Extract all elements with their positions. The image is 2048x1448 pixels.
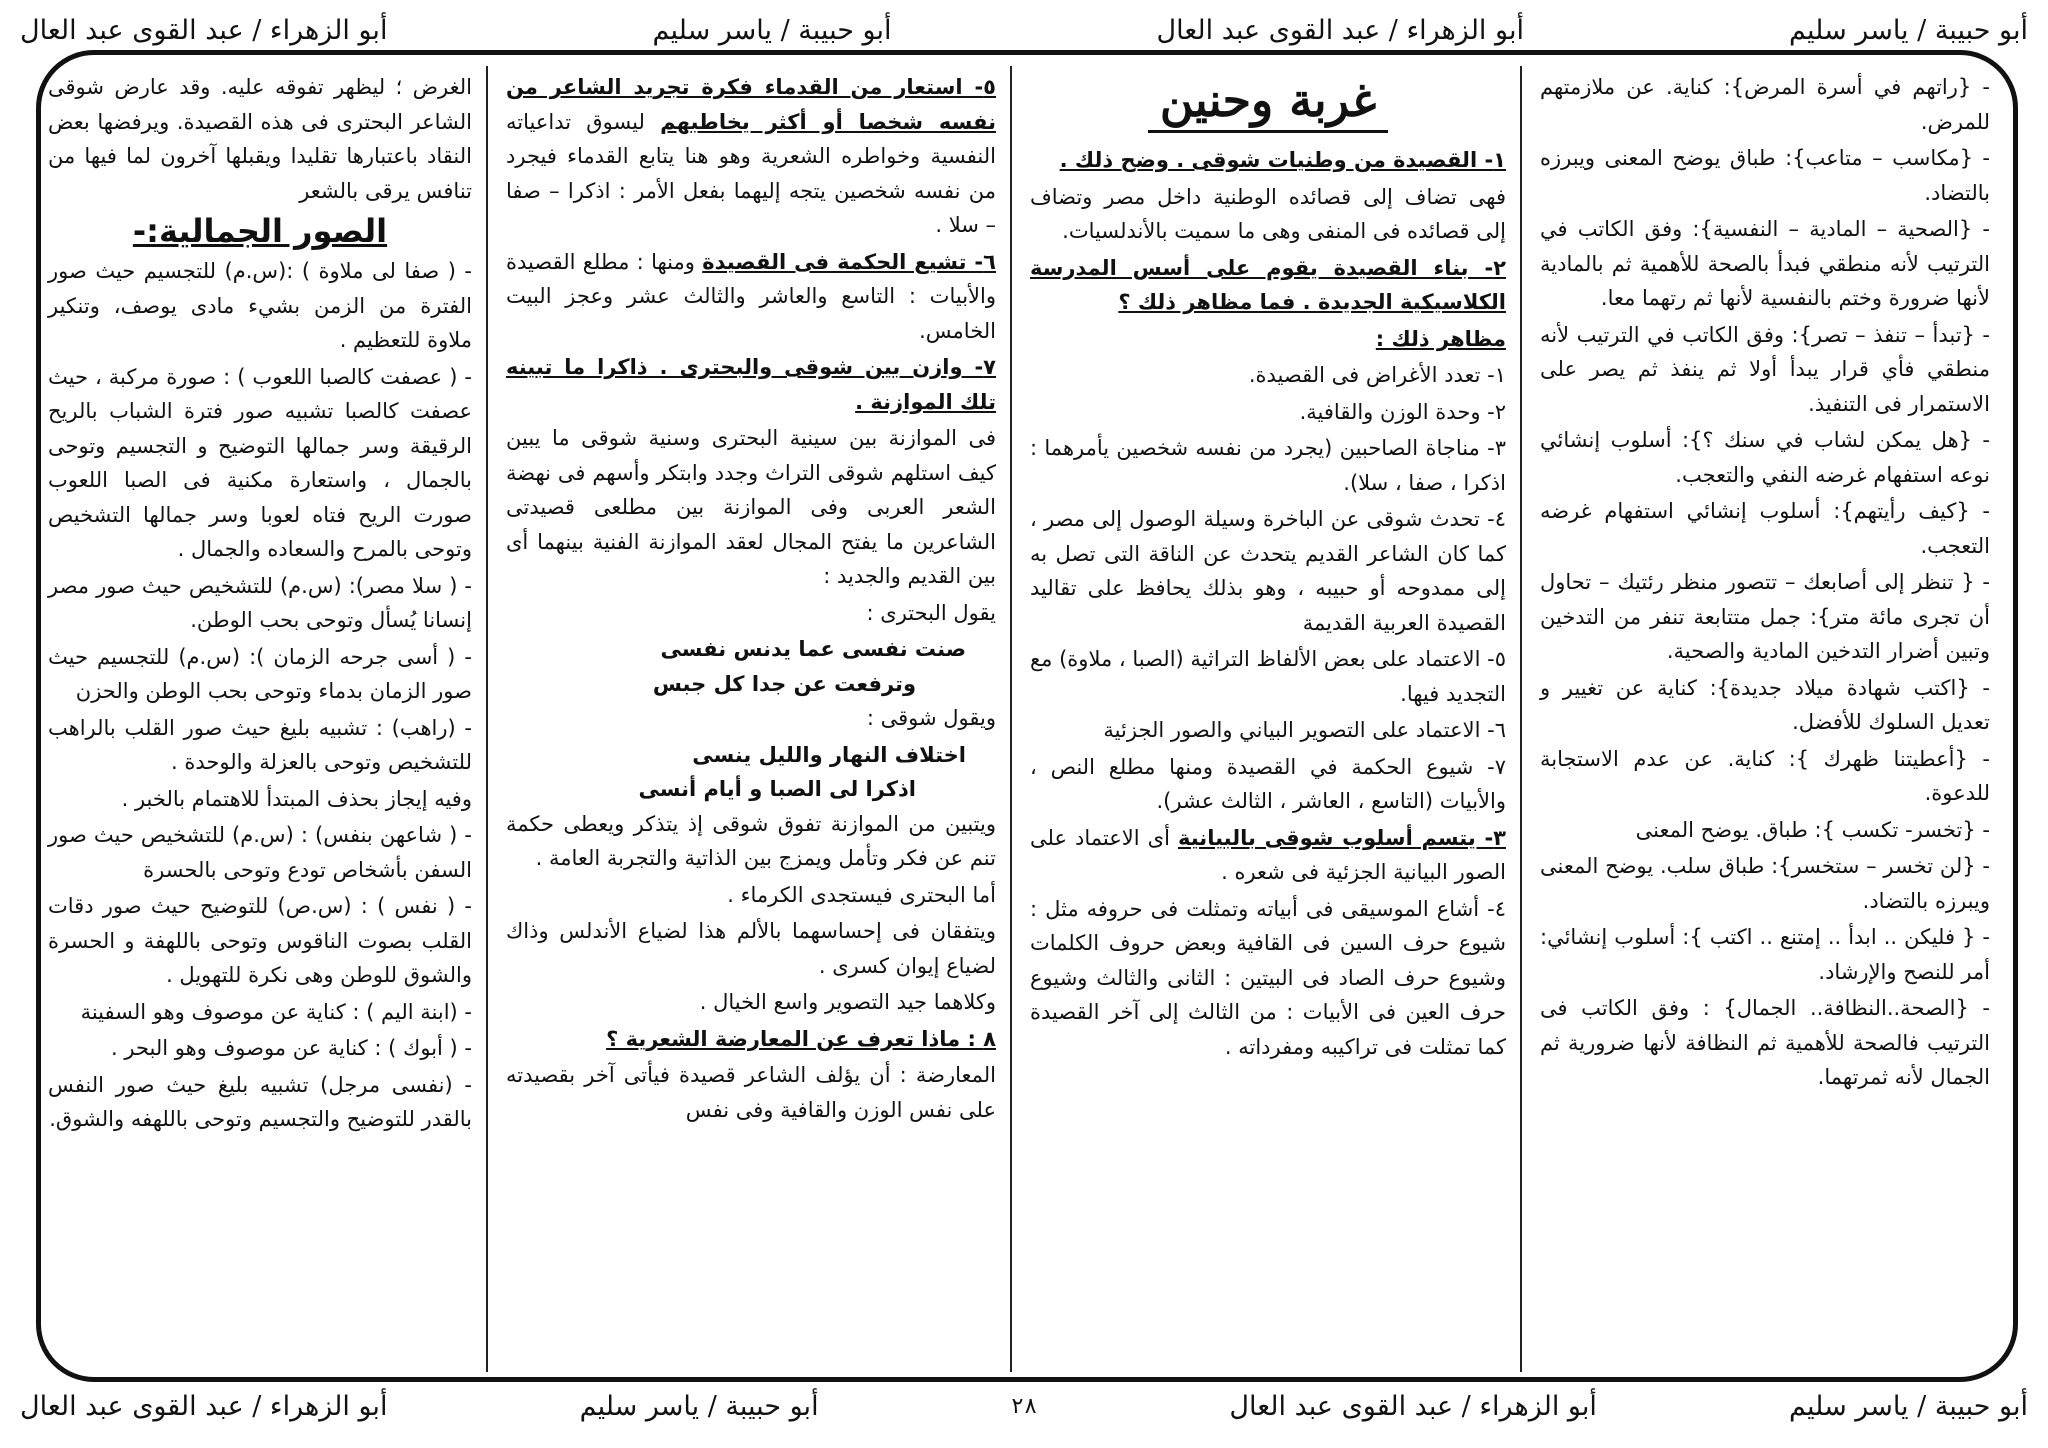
question: ٣- يتسم أسلوب شوقى بالبيانية: [1178, 825, 1506, 850]
note-item: - {كيف رأيتهم}: أسلوب إنشائي استفهام غرضه التعجب.: [1540, 499, 1990, 558]
footer-author-1: أبو حبيبة / ياسر سليم: [1789, 1390, 2028, 1422]
answer: ويتفقان فى إحساسهما بالألم هذا لضياع الأندلس وذاك لضياع إيوان كسرى .: [506, 919, 996, 978]
question: ٨ : ماذا تعرف عن المعارضة الشعرية ؟: [606, 1026, 996, 1051]
question: ٧- وازن بين شوقى والبحترى . ذاكرا ما تبينه تلك الموازنة .: [506, 355, 996, 414]
verse: اختلاف النهار والليل ينسى: [692, 742, 966, 767]
poet-intro: يقول البحترى :: [866, 600, 996, 625]
column-rhetoric-notes: [1530, 70, 2000, 1368]
note-item: - {الصحة..النظافة.. الجمال} : وفق الكاتب فى الترتيب فالصحة للأهمية ثم النظافة لأنها ضرورية ثم الجمال لأنه ثمرتهما.: [1540, 996, 1990, 1089]
imagery-item: وفيه إيجاز بحذف المبتدأ للاهتمام بالخبر .: [121, 786, 472, 811]
subheading: مظاهر ذلك :: [1375, 326, 1506, 351]
page-footer: [20, 1384, 2028, 1428]
list-item: ١- تعدد الأغراض فى القصيدة.: [1248, 363, 1506, 387]
footer-author-2: أبو الزهراء / عبد القوى عبد العال: [1229, 1390, 1597, 1422]
imagery-item: - ( شاعهن بنفس) : (س.م) للتشخيص حيث صور السفن بأشخاص تودع وتوحى بالحسرة: [48, 823, 472, 882]
footer-author-4: أبو الزهراء / عبد القوى عبد العال: [20, 1390, 388, 1422]
section-title: غربة وحنين: [1148, 70, 1388, 133]
answer: ٤- أشاع الموسيقى فى أبياته وتمثلت فى حروفه مثل : شيوع حرف السين فى القافية وبعض حروف الكلمات وشيوع حرف الصاد فى البيتين : الثانى والثالث وشيوع حرف العين فى الأبيات : من الثالث إلى آخر القصيدة كما تمثلت فى تراكيبه ومفرداته .: [1030, 896, 1506, 1059]
imagery-item: - ( أبوك ) : كناية عن موصوف وهو البحر .: [111, 1036, 472, 1060]
note-item: - {تبدأ – تنفذ – تصر}: وفق الكاتب في الترتيب لأنه منطقي فأي قرار يبدأ أولا ثم ينفذ ثم يصر على الاستمرار فى التنفيذ.: [1540, 322, 1990, 416]
note-item: - {الصحية – المادية – النفسية}: وفق الكاتب في الترتيب لأنه منطقي فبدأ بالصحة للأهمية ثم بالمادية لأنها ضرورة وختم بالنفسية لأنها ثم رتهما معا.: [1540, 217, 1990, 310]
section-title: الصور الجمالية:-: [132, 212, 388, 250]
answer: ومنها : مطلع القصيدة والأبيات : التاسع والعاشر والثالث عشر وعجز البيت الخامس.: [506, 249, 996, 343]
column-imagery: [38, 70, 482, 1368]
imagery-item: - ( عصفت كالصبا اللعوب ) : صورة مركبة ، حيث عصفت كالصبا تشبيه صور فترة الشباب بالريح الرقيقة وسر جمالها التوضيح و التجسيم وتوحى بالجمال ، واستعارة مكنية فى الصبا اللعوب صورت الريح فتاه لعوبا وسر جمالها التشخيص وتوحى بالمرح والسعاده والجمال .: [48, 364, 472, 561]
imagery-item: - ( سلا مصر): (س.م) للتشخيص حيث صور مصر إنسانا يُسأل وتوحى بحب الوطن.: [48, 573, 472, 632]
question: ٦- تشيع الحكمة فى القصيدة: [702, 249, 996, 274]
list-item: ٢- وحدة الوزن والقافية.: [1299, 399, 1506, 424]
verse: اذكرا لى الصبا و أيام أنسى: [638, 777, 916, 801]
column-divider: [1520, 66, 1522, 1372]
question: ٥- استعار من القدماء فكرة تجريد الشاعر من نفسه شخصا أو أكثر يخاطبهم: [506, 75, 996, 134]
note-item: - {اكتب شهادة ميلاد جديدة}: كناية عن تغيير و تعديل السلوك للأفضل.: [1540, 675, 1990, 734]
footer-author-3: أبو حبيبة / ياسر سليم: [579, 1390, 819, 1422]
answer: ويتبين من الموازنة تفوق شوقى إذ يتذكر ويعطى حكمة تنم عن فكر وتأمل ويمزج بين الذاتية والتجربة العامة .: [506, 811, 996, 870]
answer: وكلاهما جيد التصوير واسع الخيال .: [699, 990, 996, 1014]
answer: أما البحترى فيستجدى الكرماء .: [727, 882, 996, 907]
list-item: ٣- مناجاة الصاحبين (يجرد من نفسه شخصين يأمرهما : اذكرا ، صفا ، سلا).: [1030, 436, 1506, 495]
list-item: ٦- الاعتماد على التصوير البياني والصور الجزئية: [1103, 718, 1506, 742]
note-item: - {راتهم في أسرة المرض}: كناية. عن ملازمتهم للمرض.: [1540, 75, 1990, 134]
imagery-item: - (ابنة اليم ) : كناية عن موصوف وهو السفينة: [80, 999, 472, 1024]
column-divider: [1010, 66, 1012, 1372]
imagery-item: - ( نفس ) : (س.ص) للتوضيح حيث صور دقات القلب بصوت الناقوس وتوحى باللهفة و الحسرة والشوق للوطن وهى نكرة للتهويل .: [48, 894, 472, 987]
note-item: - {مكاسب – متاعب}: طباق يوضح المعنى ويبرزه بالتضاد.: [1540, 146, 1990, 205]
list-item: ٤- تحدث شوقى عن الباخرة وسيلة الوصول إلى مصر ، كما كان الشاعر القديم يتحدث عن الناقة التى تصل به إلى ممدوحه أو حبيبه ، وهو بذلك يحافظ على تقاليد القصيدة العربية القديمة: [1030, 507, 1506, 635]
imagery-item: - (نفسى مرجل) تشبيه بليغ حيث صور النفس بالقدر للتوضيح والتجسيم وتوحى باللهفه والشوق.: [48, 1072, 472, 1131]
column-poem-analysis: [1020, 70, 1516, 1368]
header-author-3: أبو حبيبة / ياسر سليم: [652, 14, 892, 46]
imagery-item: - (راهب) : تشبيه بليغ حيث صور القلب بالراهب للتشخيص وتوحى بالعزلة والوحدة .: [48, 715, 472, 774]
page-header: [20, 8, 2028, 52]
note-item: - {تخسر- تكسب }: طباق. يوضح المعنى: [1635, 817, 1990, 842]
answer: ليسوق تداعياته النفسية وخواطره الشعرية وهو هنا يتابع القدماء فيجرد من نفسه شخصين يتجه إليهما بفعل الأمر : اذكرا – صفا – سلا .: [506, 109, 996, 237]
note-item: - { فليكن .. ابدأ .. إمتنع .. اكتب }: أسلوب إنشائي: أمر للنصح والإرشاد.: [1540, 925, 1990, 984]
column-divider: [486, 66, 488, 1372]
answer: فهى تضاف إلى قصائده الوطنية داخل مصر وتضاف إلى قصائده فى المنفى وهى ما سميت بالأندلسيات.: [1030, 184, 1506, 243]
imagery-item: - ( صفا لى ملاوة ) :(س.م) للتجسيم حيث صور الفترة من الزمن بشيء مادى يوصف، وتنكير ملاوة للتعظيم .: [48, 259, 472, 352]
verse: صنت نفسى عما يدنس نفسى: [660, 637, 966, 661]
note-item: - {أعطيتنا ظهرك }: كناية. عن عدم الاستجابة للدعوة.: [1540, 746, 1990, 805]
answer: فى الموازنة بين سينية البحترى وسنية شوقى ما يبين كيف استلهم شوقى التراث وجدد وابتكر وأسهم فى نهضة الشعر العربى وفى الموازنة بين مطلعى قصيدتى الشاعرين ما يفتح المجال لعقد الموازنة الفنية بينهما أى بين القديم والجديد :: [506, 426, 996, 588]
header-author-4: أبو الزهراء / عبد القوى عبد العال: [20, 14, 388, 46]
imagery-item: - ( أسى جرحه الزمان ): (س.م) للتجسيم حيث صور الزمان بدماء وتوحى بحب الوطن والحزن: [48, 644, 472, 703]
poet-intro: ويقول شوقى :: [866, 706, 996, 730]
verse: وترفعت عن جدا كل جبس: [652, 671, 916, 696]
note-item: - { تنظر إلى أصابعك – تتصور منظر رئتيك – تحاول أن تجرى مائة متر}: جمل متتابعة تنفر من التدخين وتبين أضرار التدخين المادية والصحية.: [1540, 570, 1990, 663]
header-author-2: أبو الزهراء / عبد القوى عبد العال: [1156, 14, 1524, 46]
intro-text: الغرض ؛ ليظهر تفوقه عليه. وقد عارض شوقى الشاعر البحترى فى هذه القصيدة. ويرفضها بعض النقاد باعتبارها تقليدا ويقبلها آخرون لما فيها من تنافس يرقى بالشعر: [48, 75, 472, 203]
list-item: ٥- الاعتماد على بعض الألفاظ التراثية (الصبا ، ملاوة) مع التجديد فيها.: [1030, 647, 1506, 706]
answer: أى الاعتماد على الصور البيانية الجزئية فى شعره .: [1030, 825, 1506, 884]
question: ٢- بناء القصيدة يقوم على أسس المدرسة الكلاسيكية الجديدة . فما مظاهر ذلك ؟: [1030, 255, 1506, 314]
page-number: ٢٨: [1010, 1393, 1038, 1419]
answer: المعارضة : أن يؤلف الشاعر قصيدة فيأتى آخر بقصيدته على نفس الوزن والقافية وفى نفس: [506, 1063, 996, 1122]
question: ١- القصيدة من وطنيات شوقى . وضح ذلك .: [1059, 148, 1506, 172]
header-author-1: أبو حبيبة / ياسر سليم: [1789, 14, 2028, 46]
column-comparison: [496, 70, 1006, 1368]
note-item: - {هل يمكن لشاب في سنك ؟}: أسلوب إنشائي نوعه استفهام غرضه النفي والتعجب.: [1540, 428, 1990, 487]
note-item: - {لن تخسر – ستخسر}: طباق سلب. يوضح المعنى ويبرزه بالتضاد.: [1540, 854, 1990, 913]
list-item: ٧- شيوع الحكمة في القصيدة ومنها مطلع النص ، والأبيات (التاسع ، العاشر ، الثالث عشر).: [1030, 754, 1506, 813]
